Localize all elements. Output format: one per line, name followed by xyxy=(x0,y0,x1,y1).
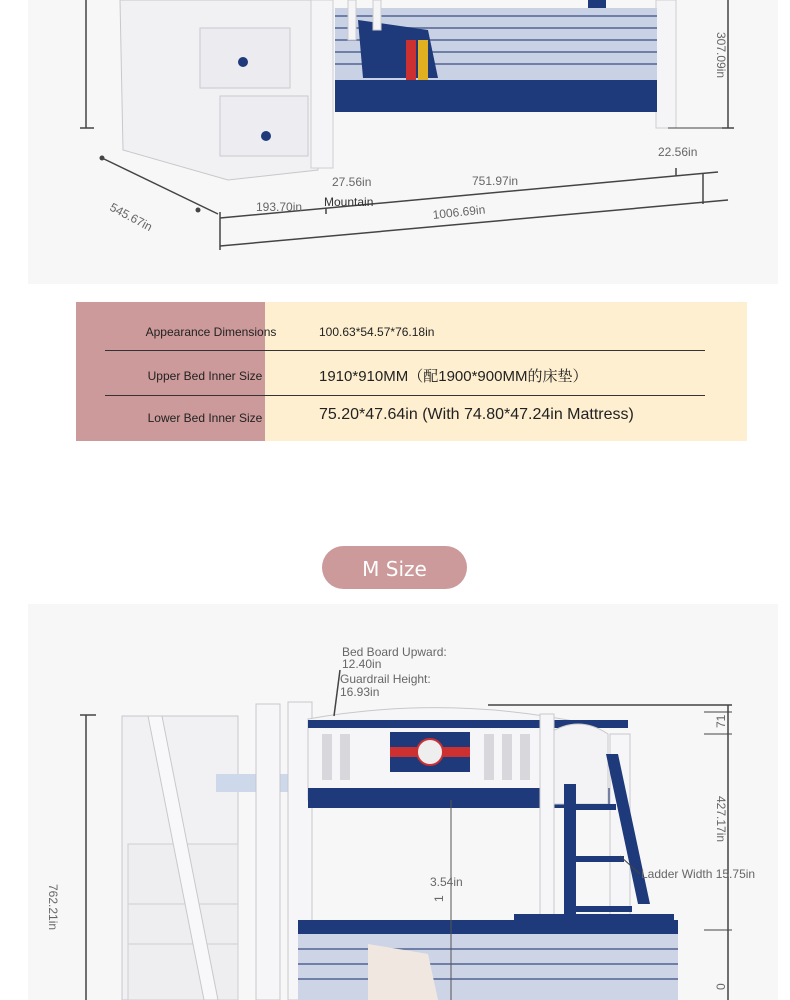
spec-value-appearance: 100.63*54.57*76.18in xyxy=(319,325,435,339)
spec-label-lower-bed: Lower Bed Inner Size xyxy=(147,411,263,425)
spec-row-upper-bed xyxy=(76,354,747,400)
bed-board-upward-value: 12.40in xyxy=(342,657,382,671)
depth-dimension-label: 545.67in xyxy=(107,200,155,234)
width-segment-a: 193.70in xyxy=(256,200,303,214)
top-gap-label: 71 xyxy=(714,714,728,728)
bed-board-upward-label: Bed Board Upward: xyxy=(342,645,447,659)
width-segment-b: 27.56in xyxy=(332,175,372,189)
bunk-bed-front-illustration xyxy=(28,604,778,1000)
size-badge: M Size xyxy=(322,546,467,589)
guardrail-height-value: 16.93in xyxy=(340,685,380,699)
bunk-bed-top-illustration xyxy=(28,0,778,284)
mountain-label: Mountain xyxy=(324,195,374,209)
height-dimension-label: 307.09in xyxy=(714,32,728,79)
top-diagram-panel xyxy=(28,0,778,284)
total-width-label: 1006.69in xyxy=(432,202,486,222)
mark-zero-label: 0 xyxy=(714,983,728,990)
width-segment-c: 751.97in xyxy=(472,174,519,188)
bottom-diagram-panel xyxy=(28,604,778,1000)
guardrail-height-label: Guardrail Height: xyxy=(340,672,431,686)
ladder-width-label: Ladder Width 15.75in xyxy=(641,867,756,881)
mark-one-label: 1 xyxy=(432,895,446,902)
spec-value-lower-bed: 75.20*47.64in (With 74.80*47.24in Mattress) xyxy=(319,406,634,423)
spec-table xyxy=(76,302,747,441)
spec-divider-1 xyxy=(105,350,705,351)
post-width-label: 3.54in xyxy=(430,875,463,889)
spec-label-appearance: Appearance Dimensions xyxy=(145,325,277,339)
spec-label-upper-bed: Upper Bed Inner Size xyxy=(147,369,263,383)
width-segment-d: 22.56in xyxy=(658,145,698,159)
spec-value-upper-bed: 1910*910MM（配1900*900MM的床垫） xyxy=(319,368,588,385)
total-height-label: 762.21in xyxy=(46,884,60,931)
upper-height-label: 427.17in xyxy=(714,796,728,843)
spec-row-lower-bed xyxy=(76,396,747,442)
